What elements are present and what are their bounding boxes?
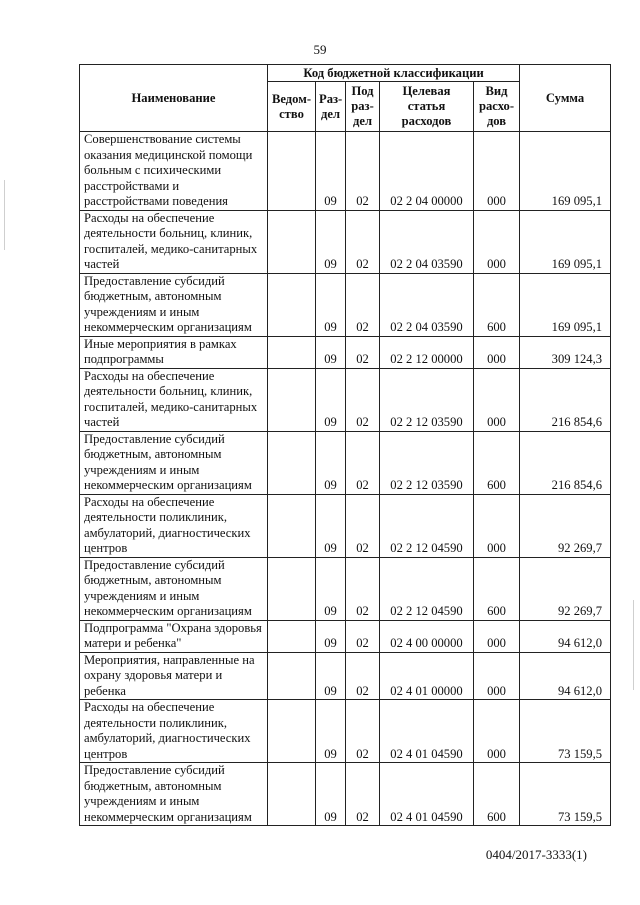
row-subsection: 02 [346,557,380,620]
row-section: 09 [316,336,346,368]
header-code-group: Код бюджетной классификации [268,65,520,82]
header-target-item: Целевая статья расходов [380,82,474,132]
row-section: 09 [316,431,346,494]
table-row [80,336,611,368]
row-amount: 169 095,1 [520,273,611,336]
row-ministry [268,700,316,763]
header-name: Наименование [80,65,268,132]
row-target-item: 02 2 12 04590 [380,557,474,620]
table-row [80,273,611,336]
table-row [80,132,611,211]
row-ministry [268,620,316,652]
row-subsection: 02 [346,652,380,700]
row-name: Расходы на обеспечение деятельности больниц, клиник, госпиталей, медико-санитарных частей [80,368,268,431]
scan-edge-mark [633,600,634,690]
row-target-item: 02 2 12 00000 [380,336,474,368]
row-name: Совершенствование системы оказания медицинской помощи больным с психическими расстройствами и расстройствами поведения [80,132,268,211]
row-expense-type: 600 [474,273,520,336]
row-amount: 73 159,5 [520,763,611,826]
row-amount: 73 159,5 [520,700,611,763]
budget-table [79,64,611,826]
row-ministry [268,273,316,336]
header-subsection: Под раз-дел [346,82,380,132]
table-row [80,620,611,652]
row-section: 09 [316,652,346,700]
row-amount: 216 854,6 [520,431,611,494]
row-section: 09 [316,557,346,620]
row-name: Расходы на обеспечение деятельности больниц, клиник, госпиталей, медико-санитарных частей [80,210,268,273]
row-target-item: 02 4 01 04590 [380,763,474,826]
row-ministry [268,431,316,494]
header-expense-type: Вид расхо-дов [474,82,520,132]
row-amount: 309 124,3 [520,336,611,368]
row-subsection: 02 [346,700,380,763]
row-amount: 92 269,7 [520,494,611,557]
row-expense-type: 000 [474,652,520,700]
table-row [80,431,611,494]
row-ministry [268,494,316,557]
table-row [80,557,611,620]
row-ministry [268,210,316,273]
row-expense-type: 000 [474,132,520,211]
row-subsection: 02 [346,494,380,557]
row-amount: 92 269,7 [520,557,611,620]
row-subsection: 02 [346,620,380,652]
row-name: Мероприятия, направленные на охрану здоровья матери и ребенка [80,652,268,700]
row-amount: 216 854,6 [520,368,611,431]
row-ministry [268,652,316,700]
row-name: Предоставление субсидий бюджетным, автономным учреждениям и иным некоммерческим организациям [80,557,268,620]
row-target-item: 02 4 01 00000 [380,652,474,700]
table-row [80,652,611,700]
row-target-item: 02 2 12 04590 [380,494,474,557]
row-ministry [268,368,316,431]
row-expense-type: 000 [474,494,520,557]
row-section: 09 [316,273,346,336]
row-name: Предоставление субсидий бюджетным, автономным учреждениям и иным некоммерческим организациям [80,431,268,494]
row-name: Иные мероприятия в рамках подпрограммы [80,336,268,368]
row-expense-type: 000 [474,620,520,652]
row-subsection: 02 [346,210,380,273]
table-row [80,763,611,826]
row-expense-type: 000 [474,700,520,763]
row-amount: 169 095,1 [520,210,611,273]
scan-edge-mark [4,180,5,250]
row-target-item: 02 2 12 03590 [380,431,474,494]
row-expense-type: 600 [474,763,520,826]
row-target-item: 02 2 04 00000 [380,132,474,211]
row-section: 09 [316,368,346,431]
row-ministry [268,557,316,620]
row-section: 09 [316,210,346,273]
row-section: 09 [316,494,346,557]
table-row [80,700,611,763]
header-ministry: Ведом-ство [268,82,316,132]
row-expense-type: 600 [474,557,520,620]
row-name: Подпрограмма "Охрана здоровья матери и ребенка" [80,620,268,652]
row-subsection: 02 [346,763,380,826]
row-section: 09 [316,620,346,652]
row-target-item: 02 2 04 03590 [380,273,474,336]
row-section: 09 [316,763,346,826]
row-subsection: 02 [346,132,380,211]
row-amount: 94 612,0 [520,652,611,700]
row-ministry [268,763,316,826]
row-expense-type: 000 [474,336,520,368]
row-name: Предоставление субсидий бюджетным, автономным учреждениям и иным некоммерческим организациям [80,763,268,826]
row-subsection: 02 [346,368,380,431]
row-expense-type: 000 [474,368,520,431]
row-expense-type: 000 [474,210,520,273]
row-ministry [268,336,316,368]
row-section: 09 [316,700,346,763]
table-row [80,368,611,431]
header-amount: Сумма [520,65,611,132]
row-subsection: 02 [346,431,380,494]
row-name: Расходы на обеспечение деятельности поликлиник, амбулаторий, диагностических центров [80,494,268,557]
row-target-item: 02 2 04 03590 [380,210,474,273]
row-name: Расходы на обеспечение деятельности поликлиник, амбулаторий, диагностических центров [80,700,268,763]
row-subsection: 02 [346,336,380,368]
row-expense-type: 600 [474,431,520,494]
row-amount: 94 612,0 [520,620,611,652]
document-code: 0404/2017-3333(1) [485,847,587,862]
table-row [80,210,611,273]
row-section: 09 [316,132,346,211]
row-subsection: 02 [346,273,380,336]
row-target-item: 02 4 00 00000 [380,620,474,652]
header-section: Раз-дел [316,82,346,132]
table-row [80,494,611,557]
row-name: Предоставление субсидий бюджетным, автономным учреждениям и иным некоммерческим организациям [80,273,268,336]
row-target-item: 02 2 12 03590 [380,368,474,431]
row-amount: 169 095,1 [520,132,611,211]
row-target-item: 02 4 01 04590 [380,700,474,763]
row-ministry [268,132,316,211]
page-number: 59 [313,42,327,57]
